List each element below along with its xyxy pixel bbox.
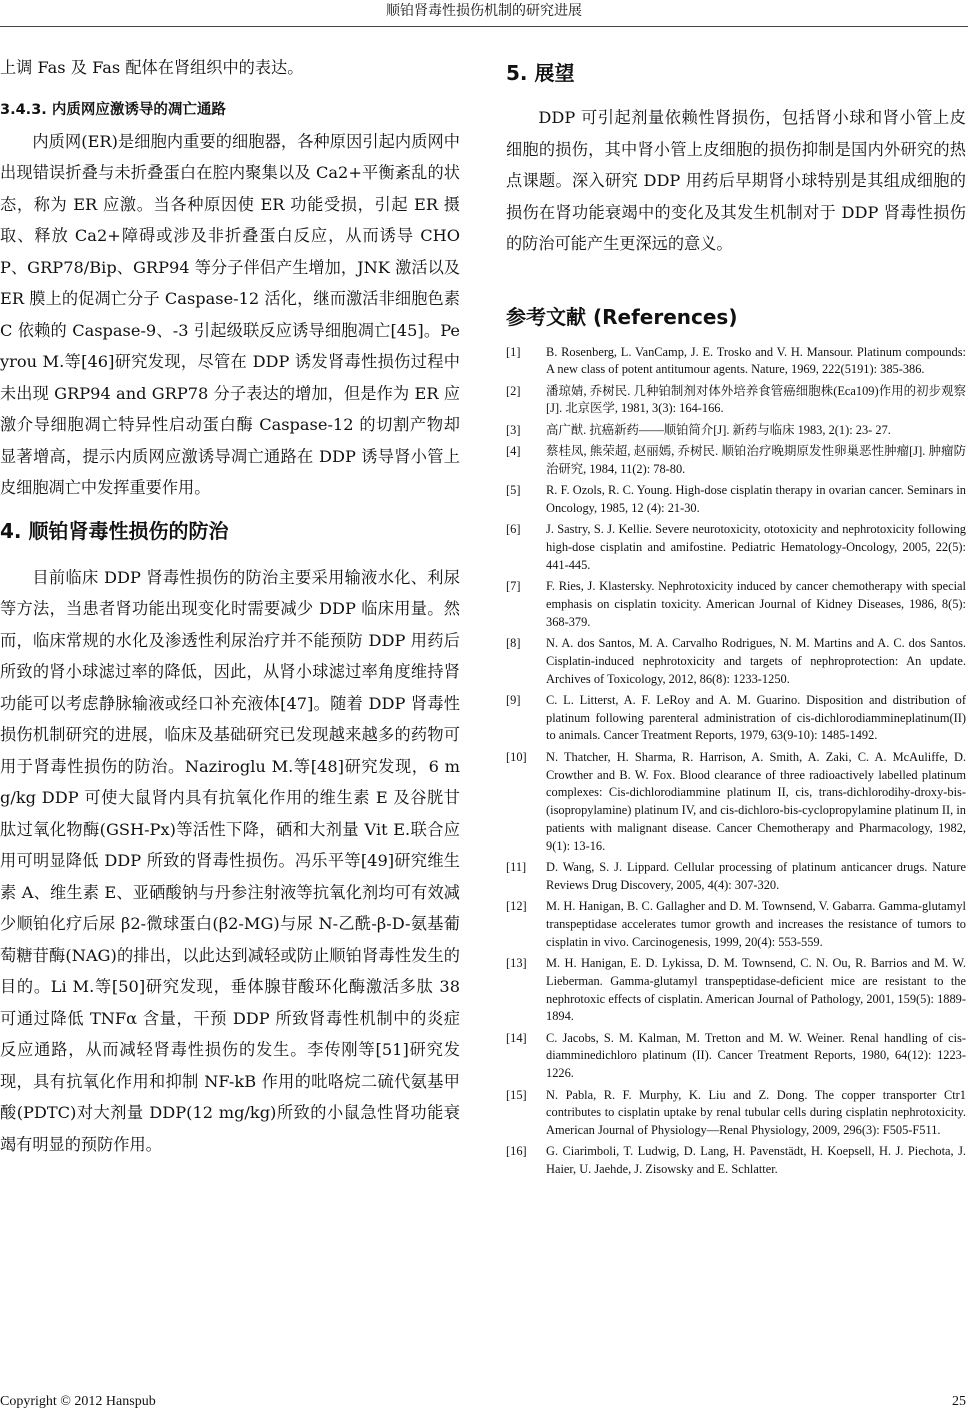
- paragraph-er-stress: 内质网(ER)是细胞内重要的细胞器，各种原因引起内质网中出现错误折叠与未折叠蛋白在腔内聚集以及 Ca2+平衡紊乱的状态，称为 ER 应激。当各种原因使 ER 功能受损，引起 ER 摄取、释放 Ca2+障碍或涉及非折叠蛋白反应，从而诱导 CHOP、GRP78/Bip、GRP94 等分子伴侣产生增加，JNK 激活以及 ER 膜上的促凋亡分子 Caspase-12 活化，继而激活非细胞色素 C 依赖的 Caspase-9、-3 引起级联反应诱导细胞凋亡[45]。Peyrou M.等[46]研究发现，尽管在 DDP 诱发肾毒性损伤过程中未出现 GRP94 and GRP78 分子表达的增加，但是作为 ER 应激介导细胞凋亡特异性启动蛋白酶 Caspase-12 的切割产物却显著增高，提示内质网应激诱导凋亡通路在 DDP 诱导肾小管上皮细胞凋亡中发挥重要作用。: [0, 131, 460, 497]
- reference-item: [506, 898, 966, 951]
- reference-number: [7]: [506, 579, 521, 594]
- running-header: [0, 0, 968, 27]
- right-column: [506, 52, 966, 1183]
- paragraph-prevention: 目前临床 DDP 肾毒性损伤的防治主要采用输液水化、利尿等方法，当患者肾功能出现变化时需要减少 DDP 临床用量。然而，临床常规的水化及渗透性利尿治疗并不能预防 DDP 用药后所致的肾小球滤过率的降低，因此，从肾小球滤过率角度维持肾功能可以考虑静脉输液或经口补充液体[47]。随着 DDP 肾毒性损伤机制研究的进展，临床及基础研究已发现越来越多的药物可用于肾毒性损伤的防治。Naziroglu M.等[48]研究发现，6 mg/kg DDP 可使大鼠肾内具有抗氧化作用的维生素 E 及谷胱甘肽过氧化物酶(GSH-Px)等活性下降，硒和大剂量 Vit E.联合应用可明显降低 DDP 所致的肾毒性损伤。冯乐平等[49]研究维生素 A、维生素 E、亚硒酸钠与丹参注射液等抗氧化剂均可有效减少顺铂化疗后尿 β2-微球蛋白(β2-MG)与尿 N-乙酰-β-D-氨基葡萄糖苷酶(NAG)的排出，以此达到减轻或防止顺铂肾毒性发生的目的。Li M.等[50]研究发现，垂体腺苷酸环化酶激活多肽 38 可通过降低 TNFα 含量，干预 DDP 所致肾毒性机制中的炎症反应通路，从而减轻肾毒性损伤的发生。李传刚等[51]研究发现，具有抗氧化作用和抑制 NF-kB 作用的吡咯烷二硫代氨基甲酸(PDTC)对大剂量 DDP(12 mg/kg)所致的小鼠急性肾功能衰竭有明显的预防作用。: [0, 567, 460, 1154]
- reference-text: 潘琼婧, 乔树民. 几种铂制剂对体外培养食管癌细胞株(Eca109)作用的初步观察[J]. 北京医学, 1981, 3(3): 164-166.: [546, 383, 966, 416]
- reference-text: C. L. Litterst, A. F. LeRoy and A. M. Guarino. Disposition and distribution of platinum following parenteral administration of cis-dichlorodiammineplatinum(II) to animals. Cancer Treatment Reports, 1979, 63(9-10): 1485-1492.: [546, 692, 966, 743]
- section-heading-4: 4. 顺铂肾毒性损伤的防治: [0, 518, 229, 543]
- reference-number: [12]: [506, 899, 527, 914]
- reference-item: [506, 521, 966, 574]
- reference-number: [3]: [506, 422, 521, 437]
- reference-text: N. A. dos Santos, M. A. Carvalho Rodrigues, N. M. Martins and A. C. dos Santos. Cisplatin-induced nephrotoxicity and targets of nephroprotection: An update. Archives of Toxicology, 2012, 86(8): 1233-1250.: [546, 635, 966, 686]
- reference-number: [1]: [506, 344, 521, 359]
- reference-number: [5]: [506, 483, 521, 498]
- reference-item: [506, 1030, 966, 1083]
- paragraph-outlook: DDP 可引起剂量依赖性肾损伤，包括肾小球和肾小管上皮细胞的损伤，其中肾小管上皮细胞的损伤抑制是国内外研究的热点课题。深入研究 DDP 用药后早期肾小球特别是其组成细胞的损伤在肾功能衰竭中的变化及其发生机制对于 DDP 肾毒性损伤的防治可能产生更深远的意义。: [506, 108, 966, 253]
- reference-item: [506, 383, 966, 419]
- reference-number: [11]: [506, 860, 527, 875]
- reference-item: [506, 1143, 966, 1179]
- reference-number: [14]: [506, 1030, 527, 1045]
- reference-text: 高广猷. 抗癌新药——顺铂简介[J]. 新药与临床 1983, 2(1): 23- 27.: [546, 422, 891, 437]
- reference-text: D. Wang, S. J. Lippard. Cellular processing of platinum anticancer drugs. Nature Reviews Drug Discovery, 2005, 4(4): 307-320.: [546, 860, 966, 892]
- left-column: [0, 52, 460, 1160]
- page-number: 25: [952, 1394, 966, 1409]
- reference-text: N. Thatcher, H. Sharma, R. Harrison, A. Smith, A. Zaki, C. A. McAuliffe, D. Crowther and B. W. Fox. Blood clearance of three radioactively labelled platinum complexes: Cis-dichlorodiammine platinum II, cis, trans-dichlorodihy-droxy-bis-(isopropylamine) platinum IV, and cis-dichloro-bis-cyclopropylamine platinum II, in patients with malignant disease. Cancer Chemotherapy and Pharmacology, 1982, 9(1): 13-16.: [546, 749, 966, 853]
- section-heading-5: 5. 展望: [506, 61, 575, 85]
- reference-number: [13]: [506, 956, 527, 970]
- reference-number: [10]: [506, 749, 527, 764]
- reference-item: [506, 749, 966, 856]
- reference-number: [2]: [506, 383, 521, 398]
- reference-text: M. H. Hanigan, E. D. Lykissa, D. M. Townsend, C. N. Ou, R. Barrios and M. W. Lieberman. Gamma-glutamyl transpeptidase-deficient mice are resistant to the nephrotoxic effects of cisplatin. American Journal of Pathology, 2001, 159(5): 1889-1894.: [546, 956, 966, 1024]
- reference-number: [15]: [506, 1087, 527, 1102]
- reference-text: C. Jacobs, S. M. Kalman, M. Tretton and M. W. Weiner. Renal handling of cis-diamminedichloro platinum (II). Cancer Treatment Reports, 1980, 64(12): 1223-1226.: [546, 1030, 966, 1081]
- reference-text: F. Ries, J. Klastersky. Nephrotoxicity induced by cancer chemotherapy with special emphasis on cisplatin toxicity. American Journal of Kidney Diseases, 1986, 8(5): 368-379.: [546, 579, 966, 629]
- references-heading: 参考文献 (References): [506, 304, 738, 329]
- reference-number: [9]: [506, 692, 521, 707]
- reference-item: [506, 859, 966, 895]
- header-title: 顺铂肾毒性损伤机制的研究进展: [386, 3, 582, 19]
- reference-number: [6]: [506, 522, 521, 537]
- reference-item: [506, 443, 966, 479]
- reference-text: 蔡桂凤, 熊荣超, 赵丽嫣, 乔树民. 顺铂治疗晚期原发性卵巢恶性肿瘤[J]. 肿瘤防治研究, 1984, 11(2): 78-80.: [546, 443, 966, 476]
- reference-item: [506, 955, 966, 1026]
- reference-item: [506, 692, 966, 745]
- reference-text: B. Rosenberg, L. VanCamp, J. E. Trosko and V. H. Mansour. Platinum compounds: A new class of potent antitumour agents. Nature, 1969, 222(5191): 385-386.: [546, 344, 966, 377]
- reference-item: [506, 344, 966, 380]
- subsection-heading-3-4-3: 3.4.3. 内质网应激诱导的凋亡通路: [0, 101, 226, 118]
- reference-list: [506, 344, 966, 1180]
- reference-text: G. Ciarimboli, T. Ludwig, D. Lang, H. Pavenstädt, H. Koepsell, H. J. Piechota, J. Haier, U. Jaehde, J. Zisowsky and E. Schlatter.: [546, 1144, 966, 1177]
- reference-item: [506, 578, 966, 631]
- reference-item: [506, 482, 966, 518]
- reference-number: [4]: [506, 443, 521, 458]
- reference-item: [506, 1087, 966, 1140]
- paragraph-continued: 上调 Fas 及 Fas 配体在肾组织中的表达。: [0, 58, 304, 77]
- reference-item: [506, 635, 966, 688]
- reference-item: [506, 422, 966, 440]
- reference-number: [16]: [506, 1144, 527, 1159]
- copyright-notice: Copyright © 2012 Hanspub: [0, 1394, 156, 1409]
- reference-text: R. F. Ozols, R. C. Young. High-dose cisplatin therapy in ovarian cancer. Seminars in Oncology, 1985, 12 (4): 21-30.: [546, 483, 966, 515]
- reference-text: M. H. Hanigan, B. C. Gallagher and D. M. Townsend, V. Gabarra. Gamma-glutamyl transpeptidase accelerates tumor growth and increases the resistance of tumors to cisplatin in vivo. Carcinogenesis, 1999, 20(4): 553-559.: [546, 899, 966, 949]
- reference-number: [8]: [506, 635, 521, 650]
- reference-text: N. Pabla, R. F. Murphy, K. Liu and Z. Dong. The copper transporter Ctr1 contributes to cisplatin uptake by renal tubular cells during cisplatin nephrotoxicity. American Journal of Physiology—Renal Physiology, 2009, 296(3): F505-F511.: [546, 1087, 966, 1138]
- reference-text: J. Sastry, S. J. Kellie. Severe neurotoxicity, ototoxicity and nephrotoxicity following high-dose cisplatin and amifostine. Pediatric Hematology-Oncology, 2005, 22(5): 441-445.: [546, 522, 966, 572]
